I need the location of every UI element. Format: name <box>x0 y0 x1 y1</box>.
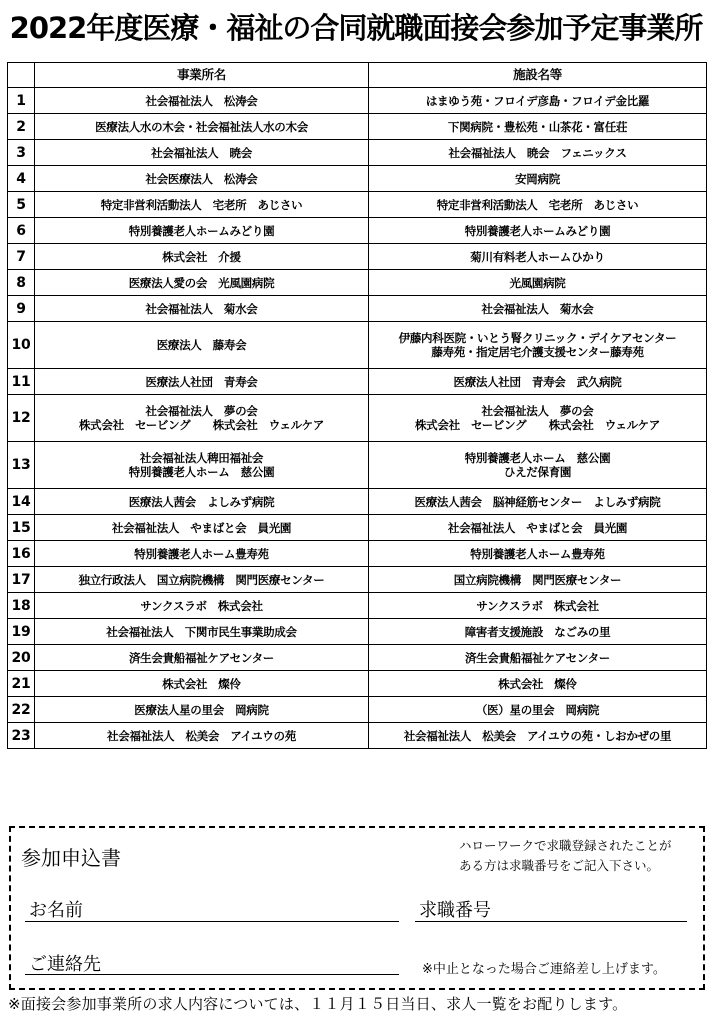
row-number: 18 <box>8 593 35 619</box>
company-name: 社会福祉法人 菊水会 <box>145 301 258 316</box>
facility-cell <box>369 593 707 619</box>
company-name: 株式会社 燦伶 <box>162 676 241 691</box>
company-cell <box>35 442 369 489</box>
company-cell <box>35 322 369 369</box>
table-row <box>8 270 707 296</box>
facility-name: はまゆう苑・フロイデ彦島・フロイデ金比羅 <box>425 93 650 108</box>
table-row <box>8 723 707 749</box>
company-name: 社会福祉法人 松美会 アイユウの苑 <box>107 728 296 743</box>
company-name: 株式会社 介援 <box>162 249 241 264</box>
facility-cell <box>369 619 707 645</box>
facility-cell <box>369 244 707 270</box>
company-cell <box>35 515 369 541</box>
row-number: 19 <box>8 619 35 645</box>
participant-table <box>7 62 707 749</box>
row-number: 16 <box>8 541 35 567</box>
company-name: 医療法人 藤寿会 <box>156 338 247 352</box>
job-number-field[interactable] <box>415 921 687 922</box>
name-field[interactable] <box>25 921 399 922</box>
facility-name: 社会福祉法人 やまばと会 員光園 <box>447 520 628 535</box>
facility-cell <box>369 369 707 395</box>
facility-cell <box>369 442 707 489</box>
contact-field[interactable] <box>25 974 399 975</box>
table-row <box>8 567 707 593</box>
facility-name: 国立病院機構 関門医療センター <box>453 572 622 587</box>
facility-cell <box>369 322 707 369</box>
facility-name: （医）星の里会 岡病院 <box>475 702 600 717</box>
footer-note: ※面接会参加事業所の求人内容については、１１月１５日当日、求人一覧をお配りします。 <box>8 995 628 1013</box>
table-row <box>8 515 707 541</box>
row-number: 3 <box>8 140 35 166</box>
facility-cell <box>369 671 707 697</box>
row-number: 5 <box>8 192 35 218</box>
form-title: 参加申込書 <box>21 846 121 870</box>
company-cell <box>35 567 369 593</box>
company-name: 社会福祉法人稗田福祉会 <box>139 451 264 465</box>
table-row <box>8 140 707 166</box>
facility-name: 社会福祉法人 松美会 アイユウの苑・しおかぜの里 <box>403 728 672 743</box>
facility-name: 特定非営利活動法人 宅老所 あじさい <box>436 197 639 212</box>
row-number: 23 <box>8 723 35 749</box>
facility-cell <box>369 166 707 192</box>
company-cell <box>35 541 369 567</box>
row-number: 11 <box>8 369 35 395</box>
facility-name: 伊藤内科医院・いとう腎クリニック・デイケアセンター <box>398 331 677 345</box>
company-cell <box>35 645 369 671</box>
table-row <box>8 645 707 671</box>
note-line: ハローワークで求職登録されたことが <box>459 838 672 853</box>
company-name: 医療法人星の里会 岡病院 <box>134 702 269 717</box>
facility-cell <box>369 697 707 723</box>
company-cell <box>35 697 369 723</box>
header-facility: 施設名等 <box>369 63 707 88</box>
facility-name: 株式会社 燦伶 <box>498 676 577 691</box>
facility-cell <box>369 567 707 593</box>
table-body <box>8 88 707 749</box>
job-registration-note <box>459 836 672 876</box>
facility-name: ひえだ保育園 <box>503 465 572 479</box>
row-number: 17 <box>8 567 35 593</box>
facility-name: 特別養護老人ホーム豊寿苑 <box>470 546 605 561</box>
facility-name: 特別養護老人ホームみどり園 <box>464 223 611 238</box>
row-number: 15 <box>8 515 35 541</box>
company-name: 特別養護老人ホーム 慈公園 <box>128 465 275 479</box>
row-number: 12 <box>8 395 35 442</box>
table-row <box>8 671 707 697</box>
company-cell <box>35 166 369 192</box>
row-number: 7 <box>8 244 35 270</box>
header-number <box>8 63 35 88</box>
table-row <box>8 619 707 645</box>
facility-cell <box>369 515 707 541</box>
company-name: 済生会貴船福祉ケアセンター <box>128 650 275 665</box>
table-row <box>8 296 707 322</box>
company-cell <box>35 489 369 515</box>
company-name: 社会福祉法人 下関市民生事業助成会 <box>106 624 297 639</box>
row-number: 9 <box>8 296 35 322</box>
table-row <box>8 369 707 395</box>
table-row <box>8 322 707 369</box>
company-cell <box>35 114 369 140</box>
facility-name: 安岡病院 <box>515 171 560 186</box>
company-name: 特別養護老人ホーム豊寿苑 <box>134 546 269 561</box>
facility-name: 下関病院・豊松苑・山茶花・富任荘 <box>447 119 628 134</box>
company-name: 社会福祉法人 夢の会 <box>145 404 258 418</box>
facility-cell <box>369 296 707 322</box>
table-row <box>8 88 707 114</box>
row-number: 6 <box>8 218 35 244</box>
company-name: 社会福祉法人 暁会 <box>151 145 252 160</box>
company-name: 社会医療法人 松涛会 <box>145 171 258 186</box>
company-cell <box>35 369 369 395</box>
table-header-row <box>8 63 707 88</box>
facility-cell <box>369 88 707 114</box>
application-form <box>9 826 705 990</box>
facility-name: サンクスラボ 株式会社 <box>476 598 599 613</box>
table-row <box>8 593 707 619</box>
name-label: お名前 <box>29 900 83 921</box>
row-number: 21 <box>8 671 35 697</box>
company-name: 医療法人愛の会 光風園病院 <box>128 275 275 290</box>
facility-name: 障害者支援施設 なごみの里 <box>464 624 611 639</box>
facility-cell <box>369 140 707 166</box>
facility-name: 光風園病院 <box>509 275 566 290</box>
facility-name: 藤寿苑・指定居宅介護支援センター藤寿苑 <box>431 345 644 359</box>
facility-name: 医療法人茜会 脳神経筋センター よしみず病院 <box>414 494 661 509</box>
cancel-note: ※中止となった場合ご連絡差し上げます。 <box>422 962 666 977</box>
facility-name: 特別養護老人ホーム 慈公園 <box>464 451 611 465</box>
company-cell <box>35 671 369 697</box>
company-cell <box>35 593 369 619</box>
facility-cell <box>369 723 707 749</box>
row-number: 20 <box>8 645 35 671</box>
company-name: 特別養護老人ホームみどり園 <box>128 223 275 238</box>
facility-cell <box>369 395 707 442</box>
facility-cell <box>369 489 707 515</box>
row-number: 8 <box>8 270 35 296</box>
facility-cell <box>369 192 707 218</box>
row-number: 14 <box>8 489 35 515</box>
table-row <box>8 442 707 489</box>
table-row <box>8 697 707 723</box>
table-row <box>8 114 707 140</box>
table-row <box>8 218 707 244</box>
contact-label: ご連絡先 <box>29 954 101 975</box>
company-cell <box>35 88 369 114</box>
facility-cell <box>369 218 707 244</box>
company-name: 独立行政法人 国立病院機構 関門医療センター <box>78 572 325 587</box>
facility-name: 済生会貴船福祉ケアセンター <box>464 650 611 665</box>
row-number: 10 <box>8 322 35 369</box>
company-name: サンクスラボ 株式会社 <box>140 598 263 613</box>
facility-name: 社会福祉法人 夢の会 <box>481 404 594 418</box>
facility-cell <box>369 114 707 140</box>
company-cell <box>35 296 369 322</box>
job-number-label: 求職番号 <box>419 900 491 921</box>
header-company: 事業所名 <box>35 63 369 88</box>
company-cell <box>35 244 369 270</box>
company-cell <box>35 270 369 296</box>
company-cell <box>35 192 369 218</box>
company-name: 社会福祉法人 やまばと会 員光園 <box>111 520 292 535</box>
row-number: 4 <box>8 166 35 192</box>
facility-name: 株式会社 セービング 株式会社 ウェルケア <box>414 418 661 432</box>
facility-name: 医療法人社団 青寿会 武久病院 <box>453 374 622 389</box>
table-row <box>8 489 707 515</box>
table-row <box>8 244 707 270</box>
company-cell <box>35 619 369 645</box>
row-number: 1 <box>8 88 35 114</box>
row-number: 2 <box>8 114 35 140</box>
facility-name: 社会福祉法人 菊水会 <box>481 301 594 316</box>
facility-cell <box>369 270 707 296</box>
company-cell <box>35 218 369 244</box>
page-title: 2022年度医療・福祉の合同就職面接会参加予定事業所 <box>9 11 703 45</box>
note-line: ある方は求職番号をご記入下さい。 <box>459 858 660 873</box>
table-row <box>8 541 707 567</box>
row-number: 13 <box>8 442 35 489</box>
company-cell <box>35 723 369 749</box>
facility-cell <box>369 541 707 567</box>
table-row <box>8 395 707 442</box>
company-name: 医療法人茜会 よしみず病院 <box>128 494 275 509</box>
company-cell <box>35 395 369 442</box>
facility-name: 菊川有料老人ホームひかり <box>470 249 605 264</box>
company-name: 医療法人水の木会・社会福祉法人水の木会 <box>95 119 308 134</box>
company-name: 社会福祉法人 松涛会 <box>145 93 258 108</box>
facility-cell <box>369 645 707 671</box>
company-name: 株式会社 セービング 株式会社 ウェルケア <box>78 418 325 432</box>
table-row <box>8 166 707 192</box>
table-row <box>8 192 707 218</box>
company-cell <box>35 140 369 166</box>
row-number: 22 <box>8 697 35 723</box>
company-name: 医療法人社団 青寿会 <box>145 374 258 389</box>
company-name: 特定非営利活動法人 宅老所 あじさい <box>100 197 303 212</box>
facility-name: 社会福祉法人 暁会 フェニックス <box>448 145 627 160</box>
